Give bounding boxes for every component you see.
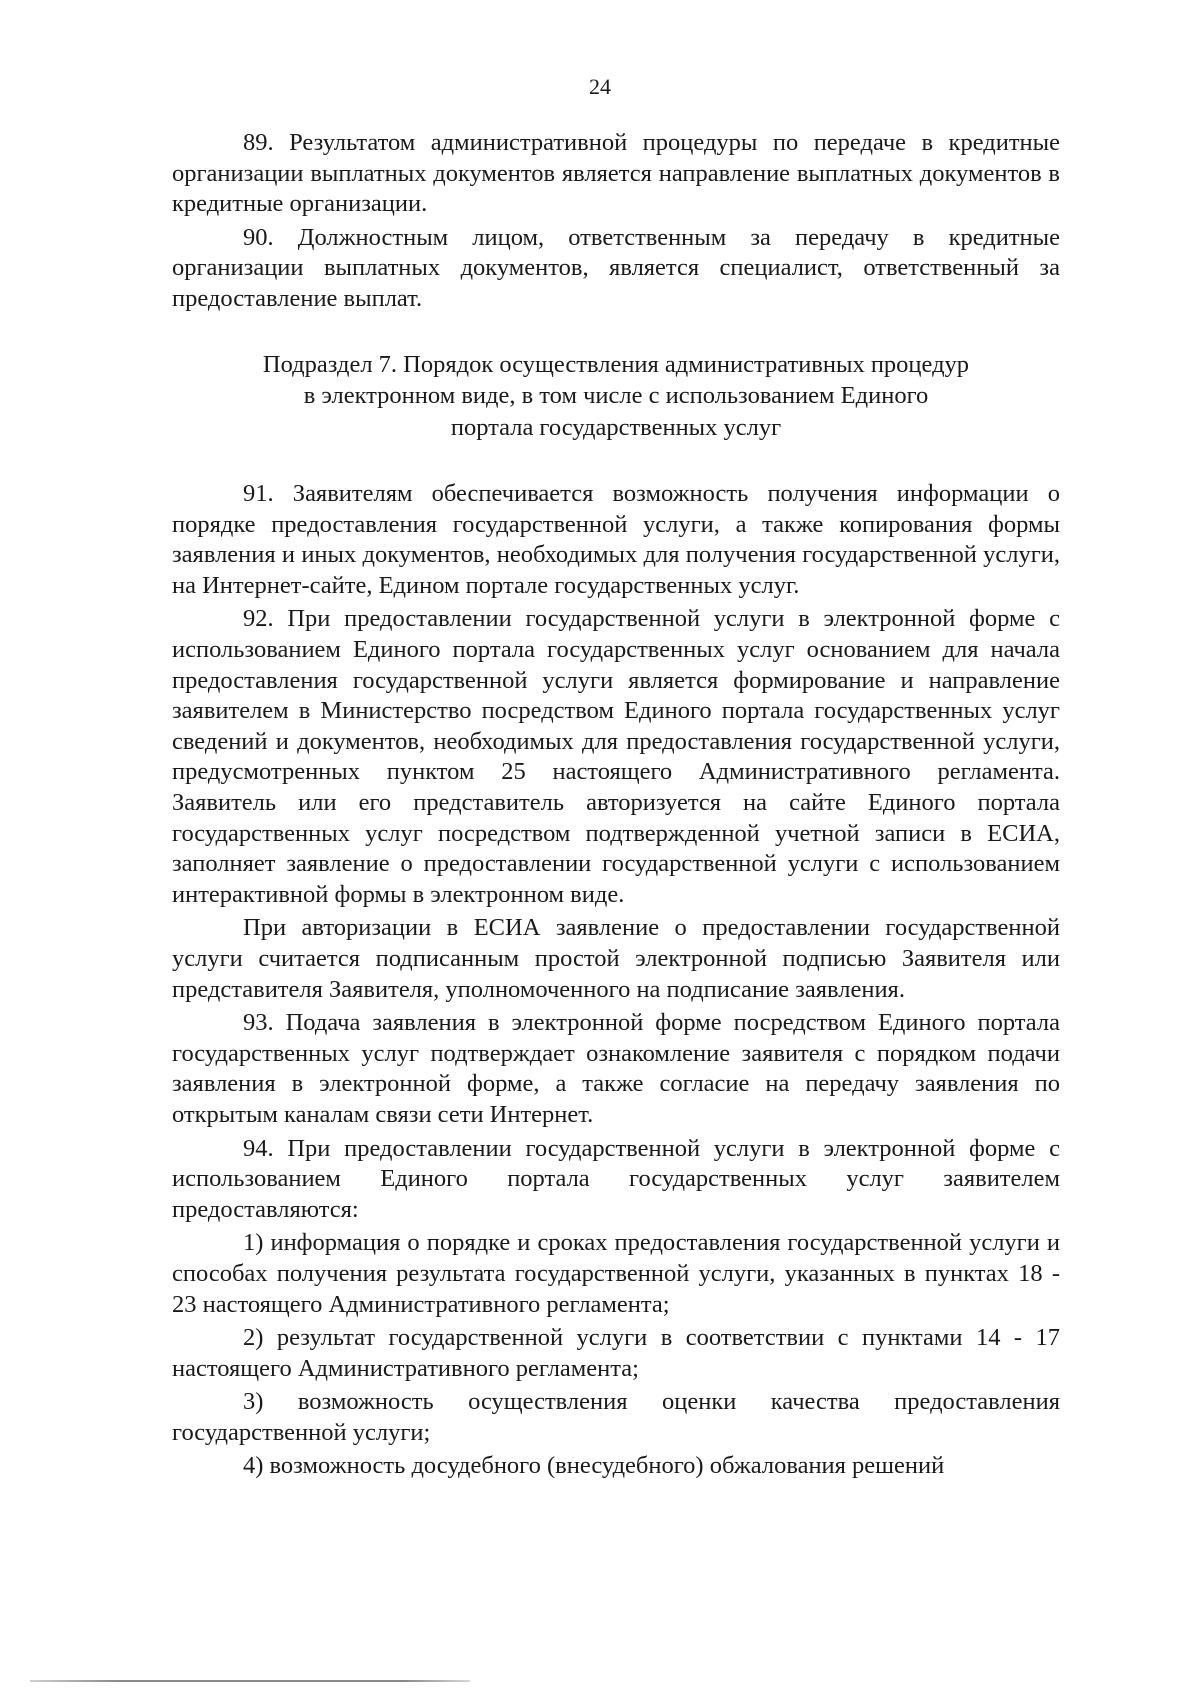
page-bottom-rule — [30, 1680, 470, 1682]
section-heading-line: портала государственных услуг — [450, 413, 782, 441]
list-item-1: 1) информация о порядке и сроках предоставления государственной услуги и способах получения результата государственной услуги, указанных в пунктах 18 - 23 настоящего Административного регламента; — [172, 1229, 1060, 1318]
paragraph-90: 90. Должностным лицом, ответственным за передачу в кредитные организации выплатных документов, является специалист, ответственный за предоставление выплат. — [172, 223, 1060, 312]
list-item-3: 3) возможность осуществления оценки качества предоставления государственной услуги; — [172, 1388, 1060, 1446]
paragraph-92: 92. При предоставлении государственной услуги в электронной форме с использованием Единого портала государственных услуг основанием для начала предоставления государственной услуги является формирование и направление заявителем в Министерство посредством Единого портала государственных услуг сведений и документов, необходимых для предоставления государственной услуги, предусмотренных пунктом 25 настоящего Административного регламента. Заявитель или его представитель авторизуется на сайте Единого портала государственных услуг посредством подтвержденной учетной записи в ЕСИА, заполняет заявление о предоставлении государственной услуги с использованием интерактивной формы в электронном виде. — [172, 605, 1060, 908]
paragraph-91: 91. Заявителям обеспечивается возможность получения информации о порядке предоставления государственной услуги, а также копирования формы заявления и иных документов, необходимых для получения государственной услуги, на Интернет-сайте, Едином портале государственных услуг. — [172, 480, 1060, 599]
section-heading-line: Подраздел 7. Порядок осуществления административных процедур — [262, 350, 970, 378]
paragraph-93: 93. Подача заявления в электронной форме посредством Единого портала государственных услуг подтверждает ознакомление заявителя с порядком подачи заявления в электронной форме, а также согласие на передачу заявления по открытым каналам связи сети Интернет. — [172, 1009, 1060, 1128]
list-item-2: 2) результат государственной услуги в соответствии с пунктами 14 - 17 настоящего Административного регламента; — [172, 1324, 1060, 1382]
paragraph-89: 89. Результатом административной процедуры по передаче в кредитные организации выплатных документов является направление выплатных документов в кредитные организации. — [172, 129, 1060, 218]
list-item-4: 4) возможность досудебного (внесудебного) обжалования решений — [243, 1452, 945, 1480]
page-number: 24 — [589, 74, 611, 99]
paragraph-94: 94. При предоставлении государственной услуги в электронной форме с использованием Единого портала государственных услуг заявителем предоставляются: — [172, 1134, 1060, 1223]
paragraph-esia-signature: При авторизации в ЕСИА заявление о предоставлении государственной услуги считается подписанным простой электронной подписью Заявителя или представителя Заявителя, уполномоченного на подписание заявления. — [172, 914, 1060, 1003]
section-heading-line: в электронном виде, в том числе с использованием Единого — [303, 382, 929, 410]
section-heading — [172, 349, 1060, 444]
document-body — [172, 128, 1060, 1482]
